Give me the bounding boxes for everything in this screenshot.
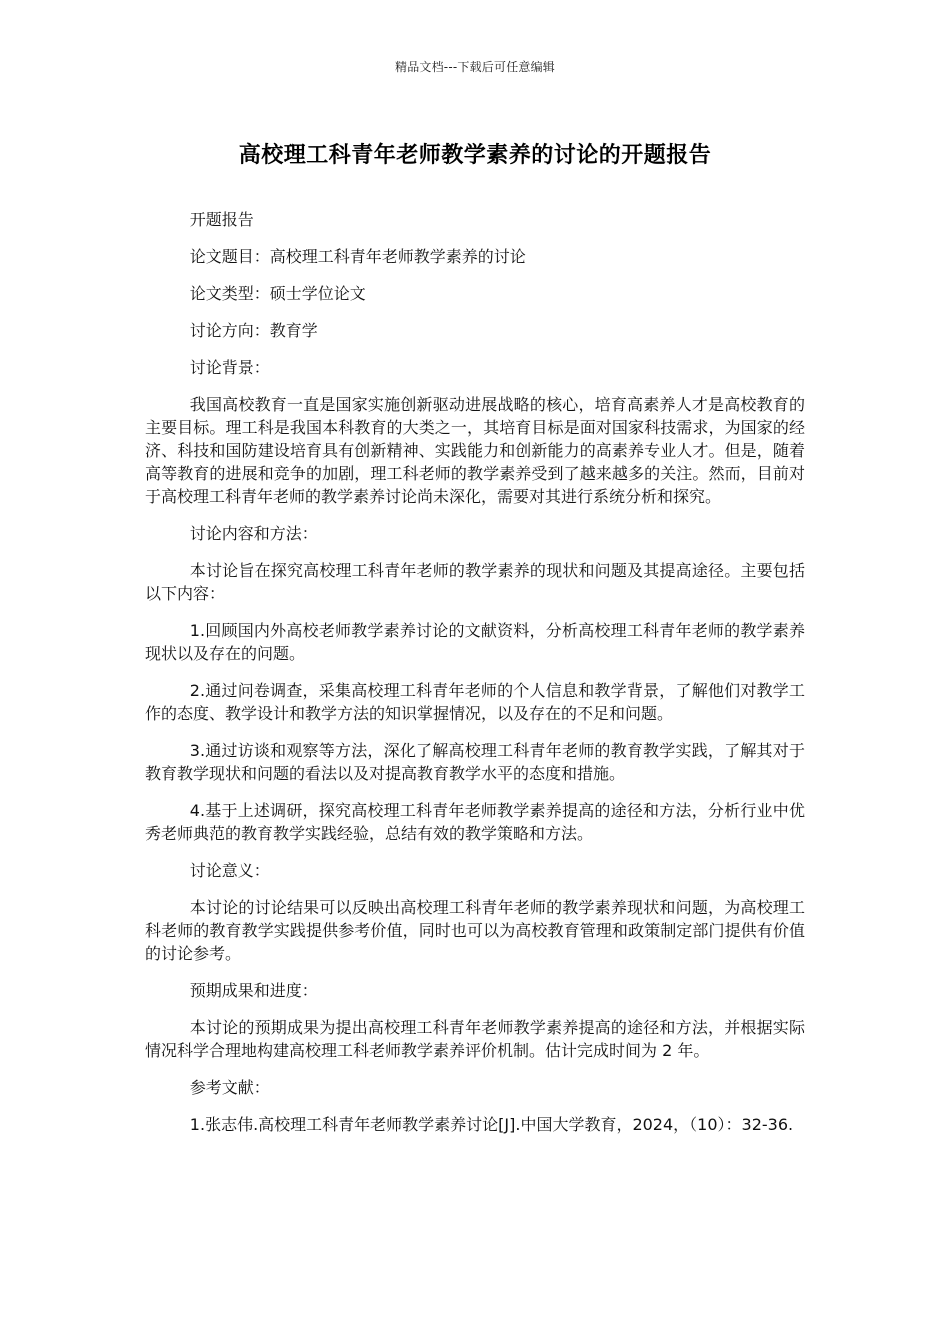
thesis-type-line: 论文类型：硕士学位论文 (189, 284, 366, 303)
document-title: 高校理工科青年老师教学素养的讨论的开题报告 (238, 143, 712, 168)
content-item-4: 4.基于上述调研，探究高校理工科青年老师教学素养提高的途径和方法，分析行业中优秀老师典范的教育教学实践经验，总结有效的教学策略和方法。 (145, 801, 805, 843)
content-item-2: 2.通过问卷调查，采集高校理工科青年老师的个人信息和教学背景，了解他们对教学工作的态度、教学设计和教学方法的知识掌握情况，以及存在的不足和问题。 (145, 681, 805, 723)
background-heading: 讨论背景： (189, 358, 270, 377)
significance-heading: 讨论意义： (189, 861, 270, 880)
background-paragraph: 我国高校教育一直是国家实施创新驱动进展战略的核心，培育高素养人才是高校教育的主要目标。理工科是我国本科教育的大类之一，其培育目标是面对国家科技需求，为国家的经济、科技和国防建设培育具有创新精神、实践能力和创新能力的高素养专业人才。但是，随着高等教育的进展和竞争的加剧，理工科老师的教学素养受到了越来越多的关注。然而，目前对于高校理工科青年老师的教学素养讨论尚未深化，需要对其进行系统分析和探究。 (145, 395, 805, 506)
content-heading: 讨论内容和方法： (189, 524, 318, 543)
thesis-title-line: 论文题目：高校理工科青年老师教学素养的讨论 (189, 247, 526, 266)
header-note: 精品文档---下载后可任意编辑 (395, 60, 555, 74)
outcome-heading: 预期成果和进度： (189, 981, 318, 1000)
content-item-3: 3.通过访谈和观察等方法，深化了解高校理工科青年老师的教育教学实践，了解其对于教育教学现状和问题的看法以及对提高教育教学水平的态度和措施。 (145, 741, 805, 783)
outcome-paragraph: 本讨论的预期成果为提出高校理工科青年老师教学素养提高的途径和方法，并根据实际情况科学合理地构建高校理工科老师教学素养评价机制。估计完成时间为 2 年。 (145, 1018, 805, 1060)
content-item-1: 1.回顾国内外高校老师教学素养讨论的文献资料，分析高校理工科青年老师的教学素养现状以及存在的问题。 (145, 621, 805, 663)
report-label: 开题报告 (189, 210, 254, 229)
document-body (145, 208, 805, 1150)
significance-paragraph: 本讨论的讨论结果可以反映出高校理工科青年老师的教学素养现状和问题，为高校理工科老师的教育教学实践提供参考价值，同时也可以为高校教育管理和政策制定部门提供有价值的讨论参考。 (145, 898, 805, 963)
content-intro-paragraph: 本讨论旨在探究高校理工科青年老师的教学素养的现状和问题及其提高途径。主要包括以下内容： (145, 561, 805, 603)
reference-item-1: 1.张志伟.高校理工科青年老师教学素养讨论[J].中国大学教育，2024，（10）：32-36. (189, 1115, 794, 1134)
research-direction-line: 讨论方向：教育学 (189, 321, 318, 340)
references-heading: 参考文献： (189, 1078, 270, 1097)
